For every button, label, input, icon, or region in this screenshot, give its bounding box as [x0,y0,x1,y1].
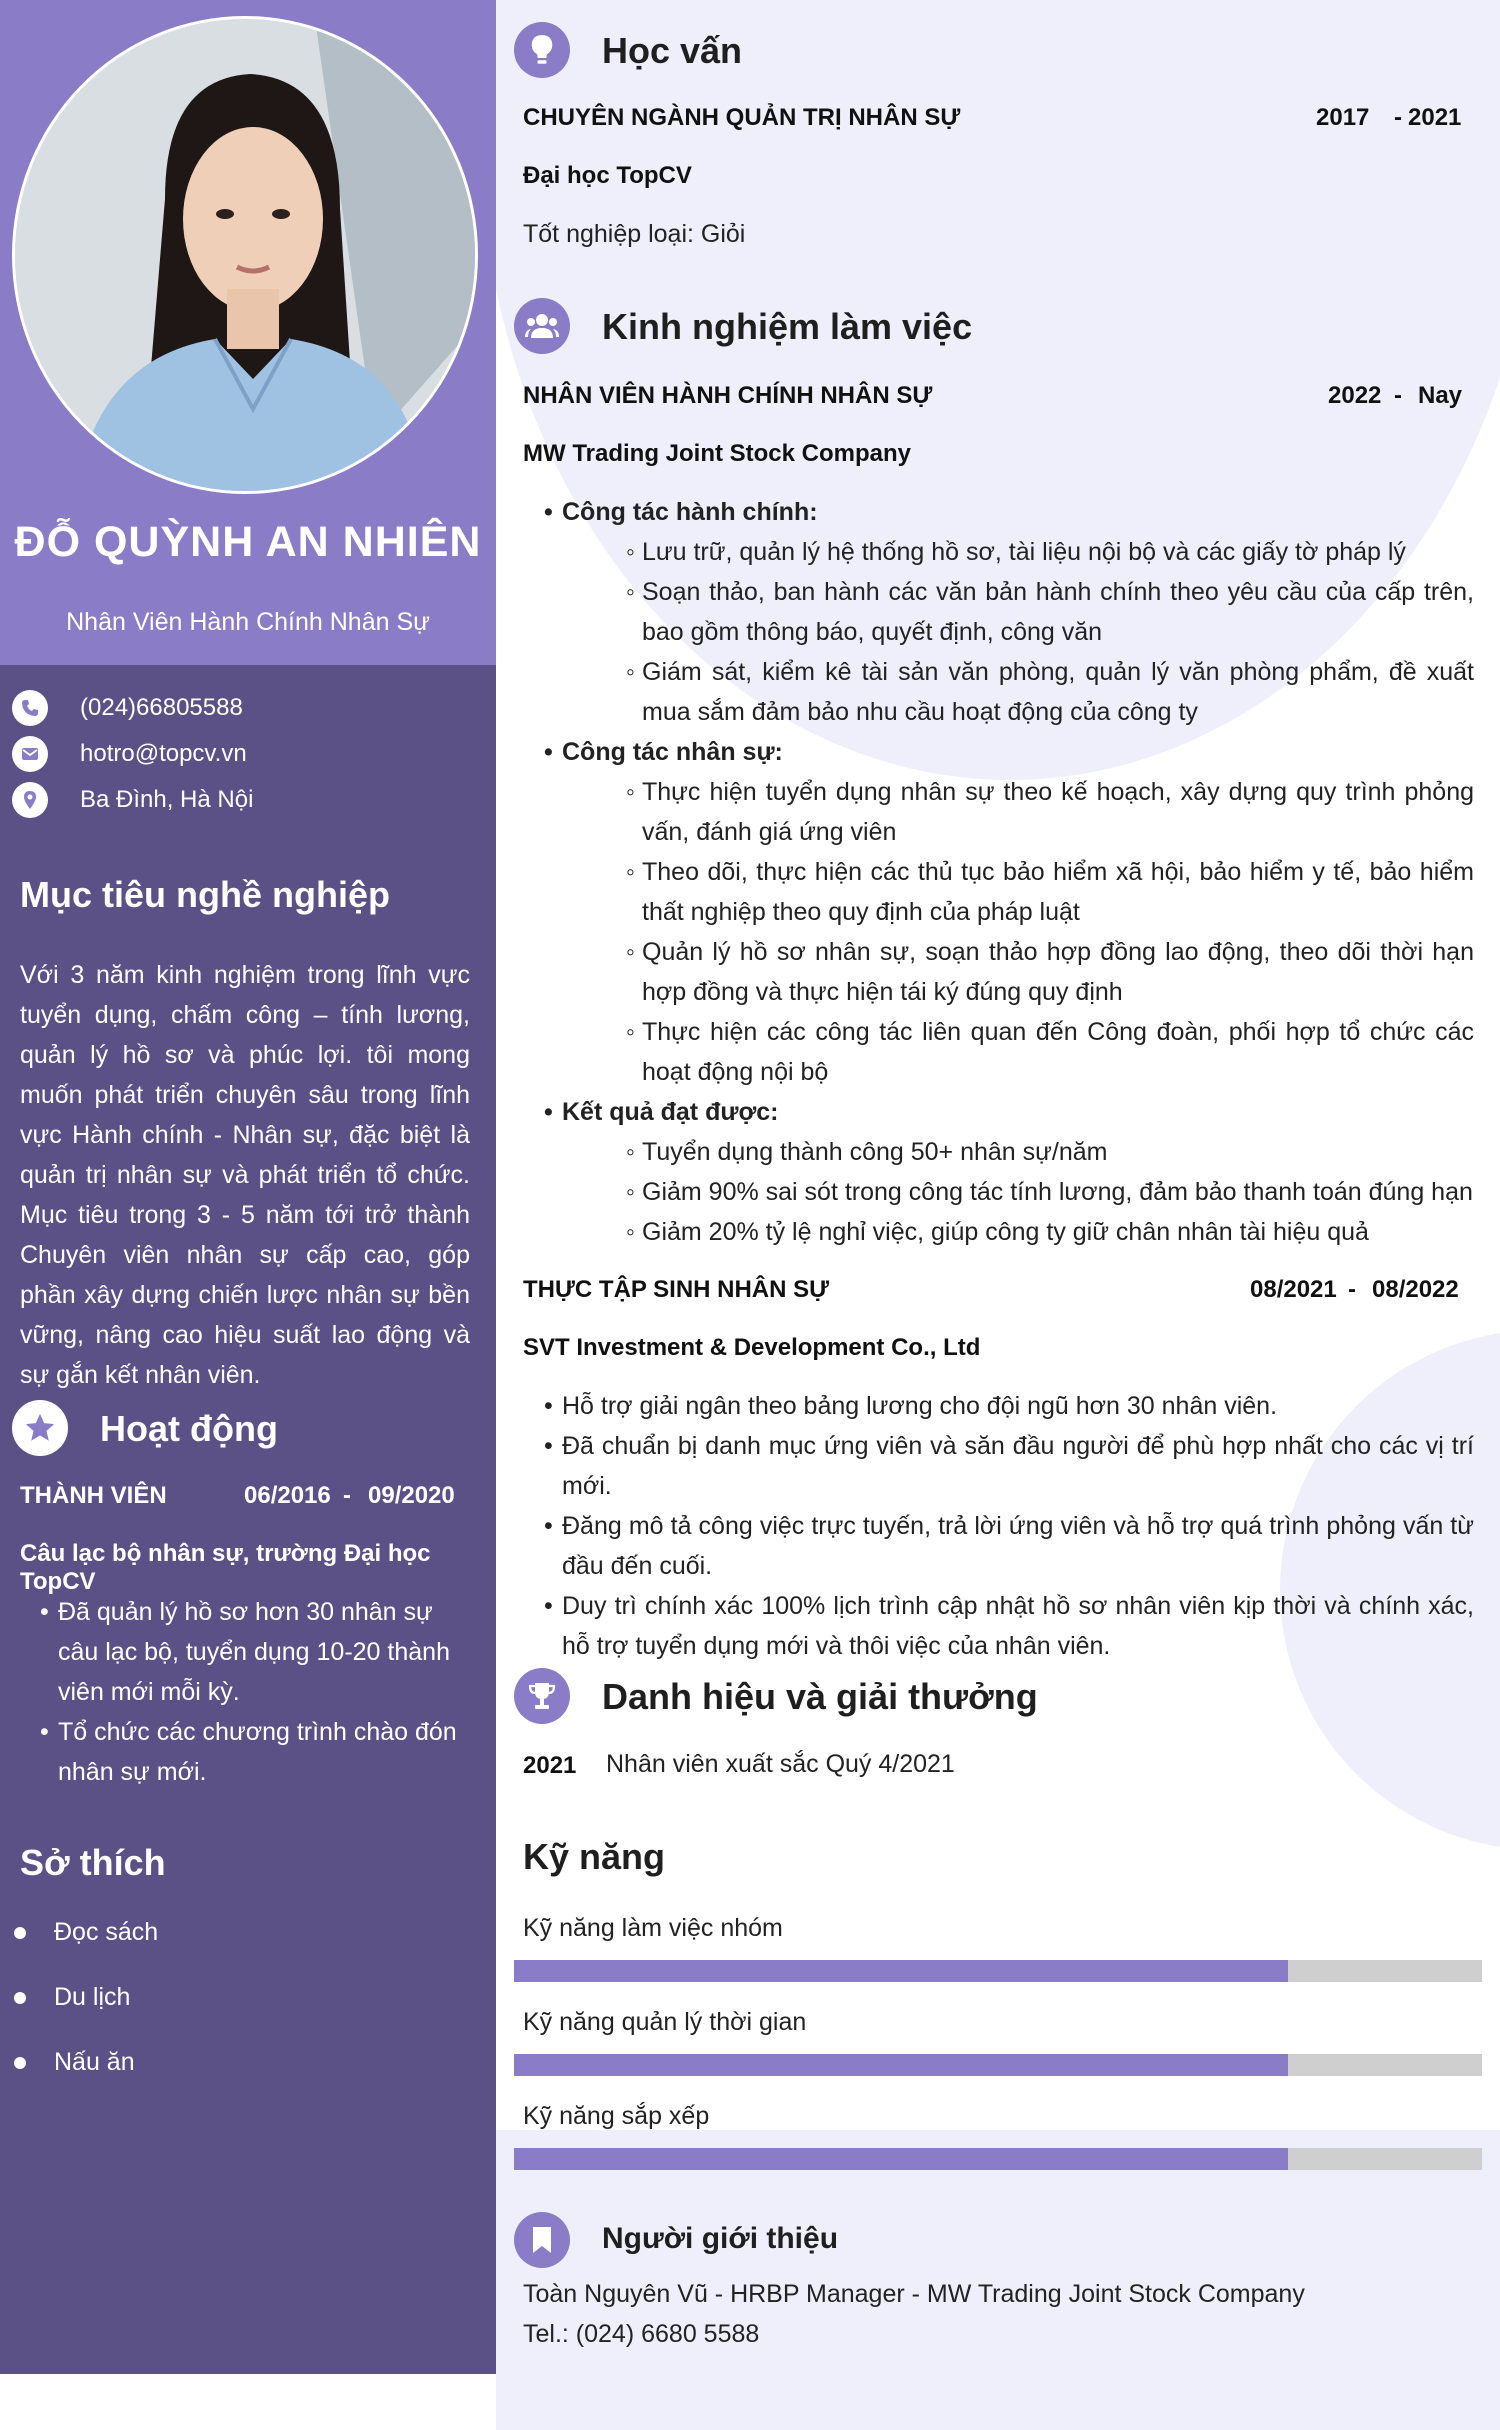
candidate-role: Nhân Viên Hành Chính Nhân Sự [66,608,430,636]
list-item: ◦ Tuyển dụng thành công 50+ nhân sự/năm [626,1132,1474,1172]
lightbulb-icon [514,22,570,78]
list-item: ◦ Giảm 90% sai sót trong công tác tính lương, đảm bảo thanh toán đúng hạn [626,1172,1474,1212]
hobby-label: Đọc sách [54,1918,159,1946]
activity-date-separator: - [343,1482,351,1509]
reference-phone: Tel.: (024) 6680 5588 [523,2320,760,2348]
bookmark-icon [514,2212,570,2268]
activities-title: Hoạt động [100,1408,278,1449]
job-end: Nay [1418,382,1463,409]
awards-title: Danh hiệu và giải thưởng [602,1676,1038,1717]
skill-bar [514,1960,1482,1982]
users-icon [514,298,570,354]
email-icon [12,736,48,772]
job-duties-list [544,1386,1474,1666]
duty-group-heading: Công tác nhân sự: [562,738,783,766]
hobby-item [14,1918,158,1947]
duty-group-heading: Kết quả đạt được: [562,1098,779,1126]
skill-bar [514,2148,1482,2170]
skills-title: Kỹ năng [523,1836,666,1877]
list-item: ◦ Giám sát, kiểm kê tài sản văn phòng, quản lý văn phòng phẩm, đề xuất mua sắm đảm bảo nhu cầu hoạt động của công ty [626,652,1474,732]
job-end: 08/2022 [1372,1276,1459,1303]
phone-icon [12,690,48,726]
skill-bar-fill [514,2054,1288,2076]
job-date-separator: - [1394,382,1402,409]
job-date-separator: - [1348,1276,1356,1303]
location-text: Ba Đình, Hà Nội [80,786,254,813]
objective-title: Mục tiêu nghề nghiệp [20,874,390,915]
activity-organization: Câu lạc bộ nhân sự, trường Đại học TopCV [20,1540,431,1595]
contact-email [12,734,247,774]
activity-end: 09/2020 [368,1482,455,1509]
phone-text: (024)66805588 [80,694,243,721]
skill-bar-fill [514,1960,1288,1982]
list-item: ◦ Theo dõi, thực hiện các thủ tục bảo hiểm xã hội, bảo hiểm y tế, bảo hiểm thất nghiệp theo quy định của pháp luật [626,852,1474,932]
duty-group [544,732,1474,1092]
profile-header [0,0,496,665]
education-major: CHUYÊN NGÀNH QUẢN TRỊ NHÂN SỰ [523,104,961,131]
activity-role: THÀNH VIÊN [20,1482,167,1509]
job-start: 2022 [1328,382,1382,409]
bullet-icon [14,1927,26,1939]
job-company: SVT Investment & Development Co., Ltd [523,1334,981,1361]
job-duties-list [544,492,1474,1252]
education-school: Đại học TopCV [523,162,692,189]
list-item: • Hỗ trợ giải ngân theo bảng lương cho đội ngũ hơn 30 nhân viên. [544,1386,1474,1426]
skill-bar [514,2054,1482,2076]
star-icon [12,1400,68,1456]
list-item: ◦ Giảm 20% tỷ lệ nghỉ việc, giúp công ty giữ chân nhân tài hiệu quả [626,1212,1474,1252]
hobby-label: Du lịch [54,1983,131,2011]
contact-phone [12,688,243,728]
job-company: MW Trading Joint Stock Company [523,440,912,467]
list-item: • Đăng mô tả công việc trực tuyến, trả lời ứng viên và hỗ trợ quá trình phỏng vấn từ đầu đến cuối. [544,1506,1474,1586]
skill-name: Kỹ năng làm việc nhóm [523,1914,783,1942]
list-item: ◦ Soạn thảo, ban hành các văn bản hành chính theo yêu cầu của cấp trên, bao gồm thông báo, quyết định, công văn [626,572,1474,652]
list-item: • Duy trì chính xác 100% lịch trình cập nhật hồ sơ nhân viên kịp thời và chính xác, hỗ trợ tuyển dụng mới và thôi việc của nhân viên. [544,1586,1474,1666]
bullet-icon [14,1992,26,2004]
trophy-icon [514,1668,570,1724]
list-item: ◦ Quản lý hồ sơ nhân sự, soạn thảo hợp đồng lao động, theo dõi thời hạn hợp đồng và thực hiện tái ký đúng quy định [626,932,1474,1012]
education-title: Học vấn [602,30,743,71]
experience-title: Kinh nghiệm làm việc [602,306,973,347]
contact-location [12,780,253,820]
duty-group [544,1092,1474,1252]
list-item: • Đã chuẩn bị danh mục ứng viên và săn đầu người để phù hợp nhất cho các vị trí mới. [544,1426,1474,1506]
list-item: • Đã quản lý hồ sơ hơn 30 nhân sự câu lạc bộ, tuyển dụng 10-20 thành viên mới mỗi kỳ. [40,1592,460,1712]
award-year: 2021 [523,1752,577,1779]
activity-list [40,1592,460,1792]
skill-bar-fill [514,2148,1288,2170]
location-icon [12,782,48,818]
reference-title: Người giới thiệu [602,2222,839,2255]
hobby-item [14,2048,135,2077]
objective-text: Với 3 năm kinh nghiệm trong lĩnh vực tuyển dụng, chấm công – tính lương, quản lý hồ sơ và phúc lợi. tôi mong muốn phát triển chuyên sâu trong lĩnh vực Hành chính - Nhân sự, đặc biệt là quản trị nhân sự và phát triển tổ chức. Mục tiêu trong 3 - 5 năm tới trở thành Chuyên viên nhân sự cấp cao, góp phần xây dựng chiến lược nhân sự bền vững, nâng cao hiệu suất lao động và sự gắn kết nhân viên. [20,961,470,1389]
education-start: 2017 [1316,104,1370,131]
candidate-name: ĐỖ QUỲNH AN NHIÊN [14,518,482,566]
job-position: NHÂN VIÊN HÀNH CHÍNH NHÂN SỰ [523,382,933,409]
skill-name: Kỹ năng sắp xếp [523,2102,710,2130]
education-end: 2021 [1408,104,1462,131]
main-content [496,0,1500,2374]
award-text: Nhân viên xuất sắc Quý 4/2021 [606,1750,955,1778]
hobbies-title: Sở thích [20,1842,166,1883]
sidebar [0,0,496,2374]
education-date-separator: - [1394,104,1402,131]
list-item: ◦ Thực hiện các công tác liên quan đến Công đoàn, phối hợp tổ chức các hoạt động nội bộ [626,1012,1474,1092]
activity-start: 06/2016 [244,1482,331,1509]
job-position: THỰC TẬP SINH NHÂN SỰ [523,1276,830,1303]
reference-line: Toàn Nguyên Vũ - HRBP Manager - MW Trading Joint Stock Company [523,2280,1305,2308]
email-text: hotro@topcv.vn [80,740,247,767]
duty-group [544,492,1474,732]
education-note: Tốt nghiệp loại: Giỏi [523,220,746,248]
hobby-item [14,1983,130,2012]
duty-group-heading: Công tác hành chính: [562,498,818,526]
hobby-label: Nấu ăn [54,2048,135,2076]
bullet-icon [14,2057,26,2069]
job-start: 08/2021 [1250,1276,1337,1303]
list-item: ◦ Lưu trữ, quản lý hệ thống hồ sơ, tài liệu nội bộ và các giấy tờ pháp lý [626,532,1474,572]
list-item: ◦ Thực hiện tuyển dụng nhân sự theo kế hoạch, xây dựng quy trình phỏng vấn, đánh giá ứng viên [626,772,1474,852]
skill-name: Kỹ năng quản lý thời gian [523,2008,807,2036]
list-item: • Tổ chức các chương trình chào đón nhân sự mới. [40,1712,460,1792]
avatar [12,16,478,494]
